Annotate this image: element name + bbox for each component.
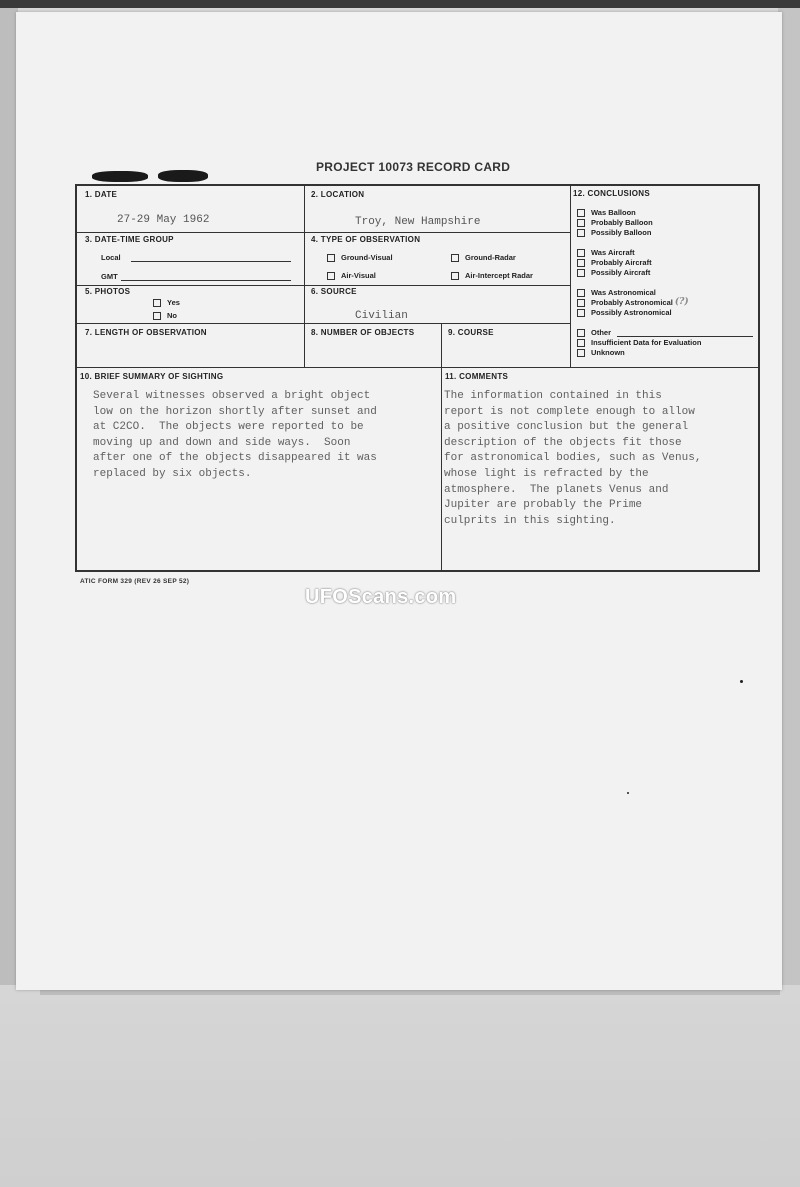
conclusion-probably-balloon <box>577 218 653 227</box>
photos-label: 5. PHOTOS <box>85 287 131 296</box>
other-line <box>617 336 753 337</box>
air-intercept-radar-option <box>451 271 533 280</box>
conclusion-insufficient-data <box>577 338 701 347</box>
scan-top-edge <box>0 0 800 8</box>
conclusion-unknown <box>577 348 625 357</box>
checkbox-icon[interactable] <box>153 299 161 307</box>
air-visual-option <box>327 271 376 280</box>
conclusion-other <box>577 328 611 337</box>
checkbox-icon[interactable] <box>577 339 585 347</box>
lower-sheet <box>0 985 800 1187</box>
date-time-group-cell <box>77 232 304 285</box>
photos-yes-option <box>153 298 180 307</box>
conclusion-label: Possibly Aircraft <box>591 268 651 277</box>
checkbox-icon[interactable] <box>451 272 459 280</box>
conclusions-cell <box>570 186 760 367</box>
date-time-group-label: 3. DATE-TIME GROUP <box>85 235 174 244</box>
watermark: UFOScans.com <box>305 586 457 608</box>
conclusion-possibly-aircraft <box>577 268 650 277</box>
location-label: 2. LOCATION <box>311 190 365 199</box>
ground-visual-option <box>327 253 393 262</box>
conclusion-probably-aircraft <box>577 258 652 267</box>
page-title: PROJECT 10073 RECORD CARD <box>316 160 511 174</box>
conclusion-label: Other <box>591 328 612 337</box>
ground-visual-label: Ground-Visual <box>341 253 393 262</box>
course-label: 9. COURSE <box>448 328 494 337</box>
conclusion-label: Probably Balloon <box>591 218 653 227</box>
photos-no-label: No <box>167 311 177 320</box>
checkbox-icon[interactable] <box>577 269 585 277</box>
conclusion-possibly-balloon <box>577 228 651 237</box>
location-value: Troy, New Hampshire <box>355 216 481 228</box>
comments-text: The information contained in this report is not complete enough to allow a positive conclusion but the general description of the objects fit those for astronomical bodies, such as Venus, whose light is refracted by the atmosphere. The planets Venus and Jupiter are probably the Prime culprits in this sighting. <box>444 390 702 527</box>
conclusion-probably-astronomical <box>577 298 687 308</box>
course-cell <box>441 323 570 367</box>
checkbox-icon[interactable] <box>153 312 161 320</box>
ground-radar-option <box>451 253 516 262</box>
conclusion-was-aircraft <box>577 248 635 257</box>
checkbox-icon[interactable] <box>451 254 459 262</box>
conclusion-label: Possibly Astronomical <box>591 308 672 317</box>
checkbox-icon[interactable] <box>577 289 585 297</box>
length-of-observation-label: 7. LENGTH OF OBSERVATION <box>85 328 207 337</box>
brief-summary-cell <box>77 367 441 570</box>
date-value: 27-29 May 1962 <box>117 214 210 226</box>
ground-radar-label: Ground-Radar <box>465 253 516 262</box>
checkbox-icon[interactable] <box>577 309 585 317</box>
date-label: 1. DATE <box>85 190 118 199</box>
record-card-form <box>75 184 760 572</box>
number-of-objects-cell <box>304 323 441 367</box>
redaction-mark <box>92 171 148 182</box>
checkbox-icon[interactable] <box>577 219 585 227</box>
checkbox-icon[interactable] <box>577 299 585 307</box>
observation-type-cell <box>304 232 570 285</box>
checkbox-icon[interactable] <box>577 209 585 217</box>
brief-summary-text: Several witnesses observed a bright object low on the horizon shortly after sunset and at C2CO. The objects were reported to be moving up and down and side ways. Soon after one of the objects disappeared it was replaced by six objects. <box>93 390 377 480</box>
checkbox-icon[interactable] <box>577 229 585 237</box>
local-line <box>131 261 291 262</box>
conclusion-label: Possibly Balloon <box>591 228 652 237</box>
source-value: Civilian <box>355 310 408 322</box>
redaction-mark <box>158 170 208 182</box>
brief-summary-label: 10. BRIEF SUMMARY OF SIGHTING <box>80 372 224 381</box>
conclusion-label: Was Aircraft <box>591 248 635 257</box>
length-of-observation-cell <box>77 323 304 367</box>
air-visual-label: Air-Visual <box>341 271 376 280</box>
conclusion-label: Probably Astronomical <box>591 298 673 307</box>
source-label: 6. SOURCE <box>311 287 357 296</box>
local-label: Local <box>101 253 121 262</box>
handwritten-mark: (?) <box>674 297 689 307</box>
comments-label: 11. COMMENTS <box>445 372 509 381</box>
photos-yes-label: Yes <box>167 298 180 307</box>
location-cell <box>304 186 570 232</box>
gmt-line <box>121 280 291 281</box>
date-cell <box>77 186 304 232</box>
conclusions-label: 12. CONCLUSIONS <box>573 189 650 198</box>
checkbox-icon[interactable] <box>577 249 585 257</box>
photos-cell <box>77 285 304 323</box>
conclusion-was-astronomical <box>577 288 656 297</box>
conclusion-label: Was Balloon <box>591 208 636 217</box>
observation-type-label: 4. TYPE OF OBSERVATION <box>311 235 421 244</box>
conclusion-label: Insufficient Data for Evaluation <box>591 338 702 347</box>
conclusion-label: Probably Aircraft <box>591 258 652 267</box>
conclusion-label: Unknown <box>591 348 625 357</box>
checkbox-icon[interactable] <box>577 349 585 357</box>
photos-no-option <box>153 311 177 320</box>
conclusion-label: Was Astronomical <box>591 288 656 297</box>
checkbox-icon[interactable] <box>327 272 335 280</box>
number-of-objects-label: 8. NUMBER OF OBJECTS <box>311 328 415 337</box>
checkbox-icon[interactable] <box>327 254 335 262</box>
air-intercept-radar-label: Air-Intercept Radar <box>465 271 533 280</box>
form-id-footer: ATIC FORM 329 (REV 26 SEP 52) <box>80 578 190 585</box>
conclusion-was-balloon <box>577 208 636 217</box>
scan-speck <box>740 680 743 683</box>
comments-cell <box>441 367 760 570</box>
scan-speck <box>627 792 629 794</box>
checkbox-icon[interactable] <box>577 329 585 337</box>
source-cell <box>304 285 570 323</box>
conclusion-possibly-astronomical <box>577 308 672 317</box>
checkbox-icon[interactable] <box>577 259 585 267</box>
gmt-label: GMT <box>101 272 118 281</box>
